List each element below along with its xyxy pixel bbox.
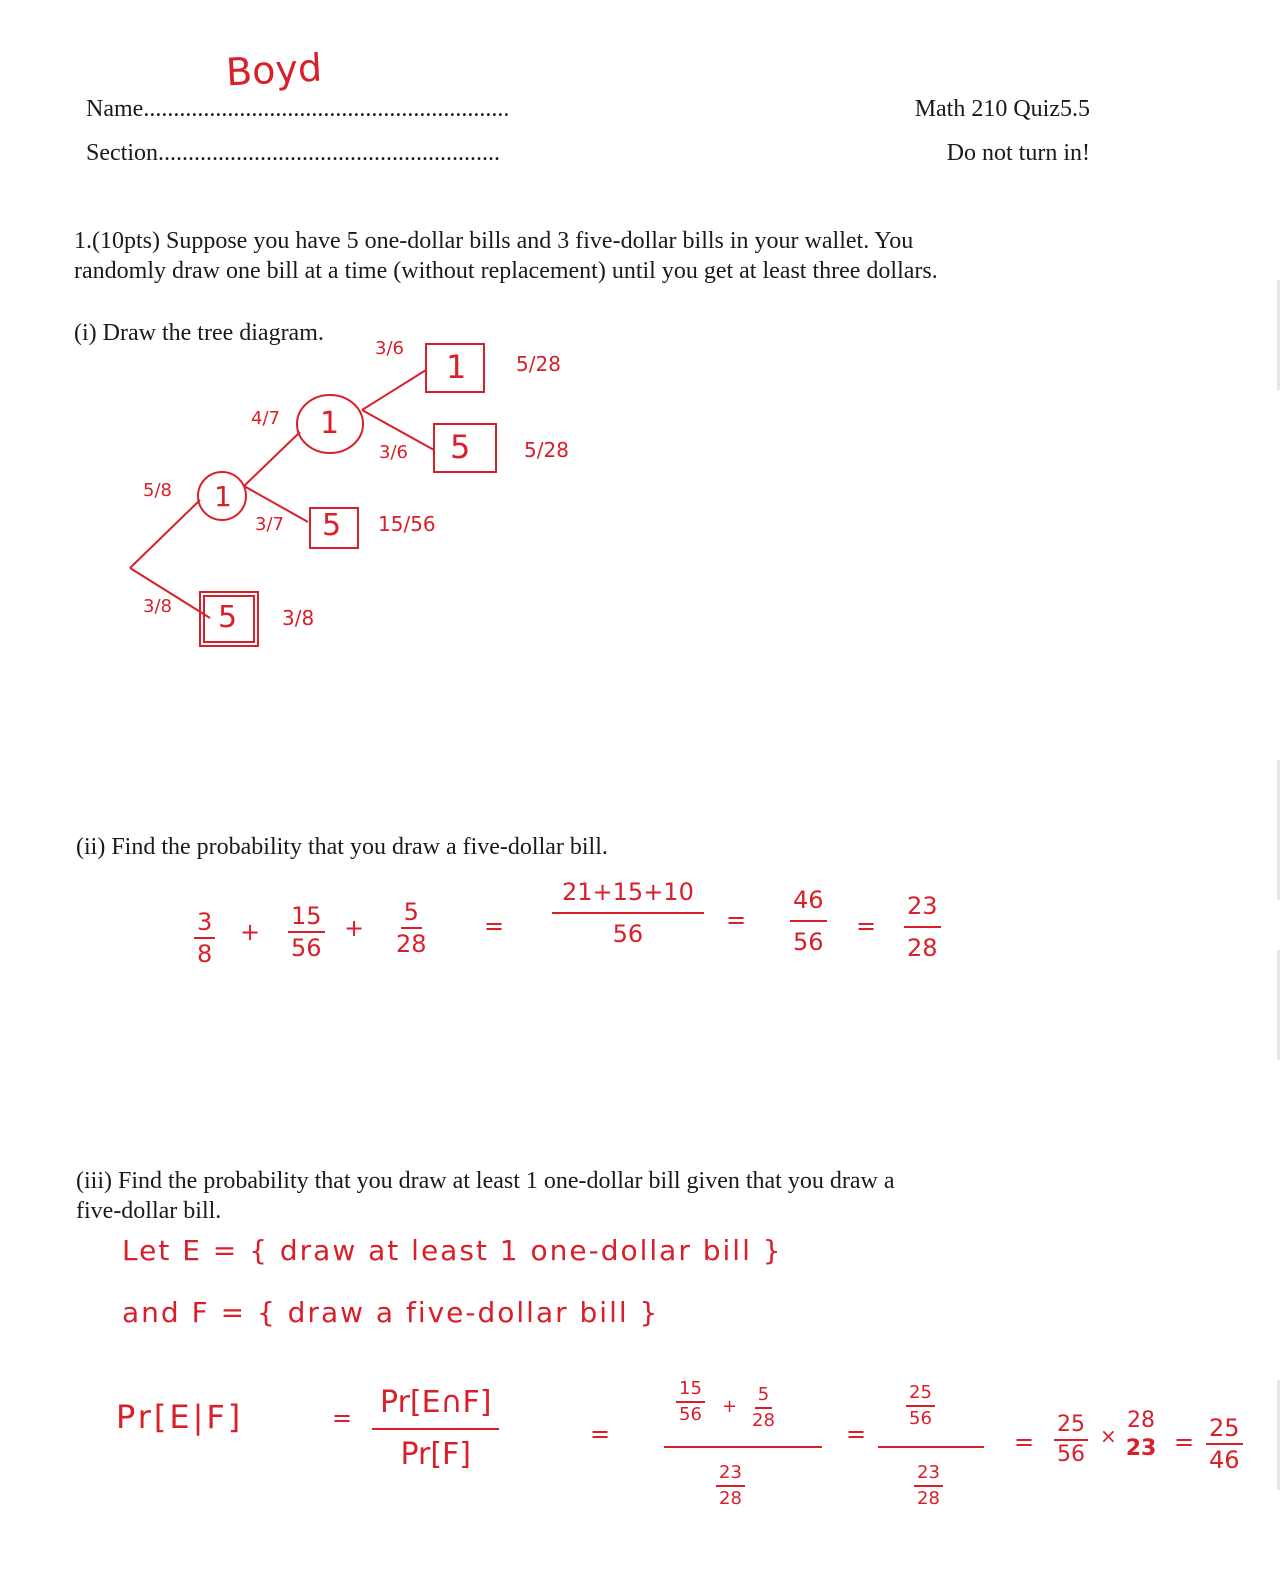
- tree-node-5c: 5: [450, 428, 471, 466]
- p3-d-num: 25: [906, 1384, 935, 1407]
- p2-eq-2: =: [726, 906, 747, 934]
- p3-h-den: 23: [1125, 1436, 1157, 1461]
- do-not-turn-in-note: Do not turn in!: [946, 140, 1090, 166]
- branch-prob-3-8: [140, 598, 175, 619]
- tree-node-1b: 1: [320, 406, 340, 441]
- leaf-prob-111: 5/28: [524, 438, 569, 462]
- section-label: [86, 140, 500, 167]
- p3-compound-1-bar: [664, 1446, 822, 1448]
- name-dotted-line: .............................................................: [143, 96, 510, 122]
- p2-term3-num: 5: [401, 900, 422, 929]
- tree-node-5a: 5: [218, 600, 238, 635]
- p2-term3-den: 28: [396, 930, 427, 958]
- p2-term1: [194, 910, 215, 966]
- tree-branch-11-1: [362, 370, 426, 410]
- p3-bayes-den: Pr[F]: [400, 1437, 472, 1472]
- p3-times: ×: [1100, 1424, 1117, 1448]
- branch-prob-4-7: [248, 410, 283, 431]
- p3-d: [906, 1384, 935, 1428]
- p3-g-num: 25: [1054, 1414, 1088, 1441]
- part-iii-prompt-line1: (iii) Find the probability that you draw at least 1 one-dollar bill given that you draw a: [76, 1168, 895, 1194]
- p3-compound-1: [664, 1380, 822, 1520]
- p3-e: [914, 1464, 943, 1508]
- p3-compound-2-bar: [878, 1446, 984, 1448]
- p2-result2-den: 28: [907, 934, 938, 962]
- p3-a-num: 15: [676, 1380, 705, 1403]
- p2-sum: [552, 880, 704, 946]
- p3-eq-5: =: [1174, 1428, 1195, 1456]
- p3-eq-2: =: [590, 1420, 611, 1448]
- branch-prob-5-8: [140, 482, 175, 503]
- p3-b-den: 28: [752, 1410, 775, 1431]
- branch-prob-3-6-a: [372, 340, 407, 361]
- p2-result2-num: 23: [904, 894, 941, 928]
- name-label: [86, 96, 509, 123]
- p2-term1-den: 8: [197, 940, 213, 968]
- p3-bayes: [372, 1385, 499, 1472]
- p3-d-den: 56: [909, 1408, 932, 1429]
- branch-prob-text: 3/6: [375, 338, 404, 359]
- p3-c-den: 28: [719, 1488, 742, 1509]
- tree-node-1c: 1: [446, 348, 467, 386]
- p3-h-num: 28: [1127, 1408, 1155, 1433]
- section-dotted-line: .........................................................: [158, 140, 500, 166]
- name-label-text: Name: [86, 96, 144, 122]
- p2-term1-num: 3: [194, 910, 215, 939]
- p2-term3: [396, 900, 427, 956]
- branch-prob-text: 3/7: [255, 514, 284, 535]
- tree-node-1a: 1: [214, 480, 232, 513]
- p3-g: [1054, 1414, 1088, 1466]
- definition-e: Let E = { draw at least 1 one-dollar bill }: [122, 1234, 783, 1267]
- p3-plus: +: [722, 1396, 738, 1417]
- p3-e-den: 28: [917, 1488, 940, 1509]
- branch-prob-3-6-b: [376, 444, 411, 465]
- p2-result2: [904, 894, 941, 960]
- p2-plus-1: +: [240, 918, 261, 946]
- branch-prob-3-7: [252, 516, 287, 537]
- p3-compound-2: [878, 1384, 984, 1520]
- part-iii-prompt-line2: five-dollar bill.: [76, 1198, 222, 1224]
- p3-b: [752, 1386, 775, 1430]
- p2-result1: [790, 888, 827, 954]
- p3-h: [1124, 1410, 1158, 1460]
- p2-result1-num: 46: [790, 888, 827, 922]
- p3-b-num: 5: [755, 1386, 772, 1409]
- p2-term2-num: 15: [288, 904, 325, 933]
- p2-term2-den: 56: [291, 934, 322, 962]
- branch-prob-text: 3/6: [379, 442, 408, 463]
- p3-e-num: 23: [914, 1464, 943, 1487]
- p3-c-num: 23: [716, 1464, 745, 1487]
- p3-answer-den: 46: [1209, 1446, 1240, 1474]
- p2-plus-2: +: [344, 914, 365, 942]
- p2-result1-den: 56: [793, 928, 824, 956]
- p3-answer-num: 25: [1206, 1416, 1243, 1445]
- problem-statement-line2: randomly draw one bill at a time (without replacement) until you get at least three dollars.: [74, 258, 938, 284]
- p3-a-den: 56: [679, 1404, 702, 1425]
- p3-c: [716, 1464, 745, 1508]
- p3-eq-3: =: [846, 1420, 867, 1448]
- p2-term2: [288, 904, 325, 960]
- tree-branch-1-1: [244, 432, 300, 486]
- p2-sum-num: 21+15+10: [552, 880, 704, 914]
- section-label-text: Section: [86, 140, 158, 166]
- course-title: Math 210 Quiz5.5: [914, 96, 1090, 122]
- p3-answer: [1206, 1416, 1243, 1472]
- p2-sum-den: 56: [612, 920, 644, 948]
- leaf-prob-15: 15/56: [378, 512, 436, 536]
- branch-prob-text: 5/8: [143, 480, 172, 501]
- p2-eq-3: =: [856, 912, 877, 940]
- leaf-prob-5: 3/8: [282, 606, 315, 630]
- p3-eq-4: =: [1014, 1428, 1035, 1456]
- part-i-prompt: (i) Draw the tree diagram.: [74, 320, 324, 346]
- p3-bayes-num: Pr[E∩F]: [372, 1388, 499, 1430]
- branch-prob-text: 3/8: [143, 596, 172, 617]
- leaf-prob-115: 5/28: [516, 352, 561, 376]
- definition-f: and F = { draw a five-dollar bill }: [122, 1296, 660, 1329]
- p3-eq-1: =: [332, 1404, 353, 1432]
- tree-node-5b: 5: [322, 508, 342, 543]
- p2-eq-1: =: [484, 912, 505, 940]
- part-ii-prompt: (ii) Find the probability that you draw a five-dollar bill.: [76, 834, 608, 860]
- p3-a: [676, 1380, 705, 1424]
- p3-g-den: 56: [1057, 1442, 1085, 1467]
- tree-branch-root-1: [130, 500, 200, 568]
- p3-lhs: Pr[E|F]: [116, 1398, 244, 1436]
- problem-statement-line1: 1.(10pts) Suppose you have 5 one-dollar bills and 3 five-dollar bills in your wallet. You: [74, 228, 914, 254]
- student-name: Boyd: [224, 45, 324, 95]
- branch-prob-text: 4/7: [251, 408, 280, 429]
